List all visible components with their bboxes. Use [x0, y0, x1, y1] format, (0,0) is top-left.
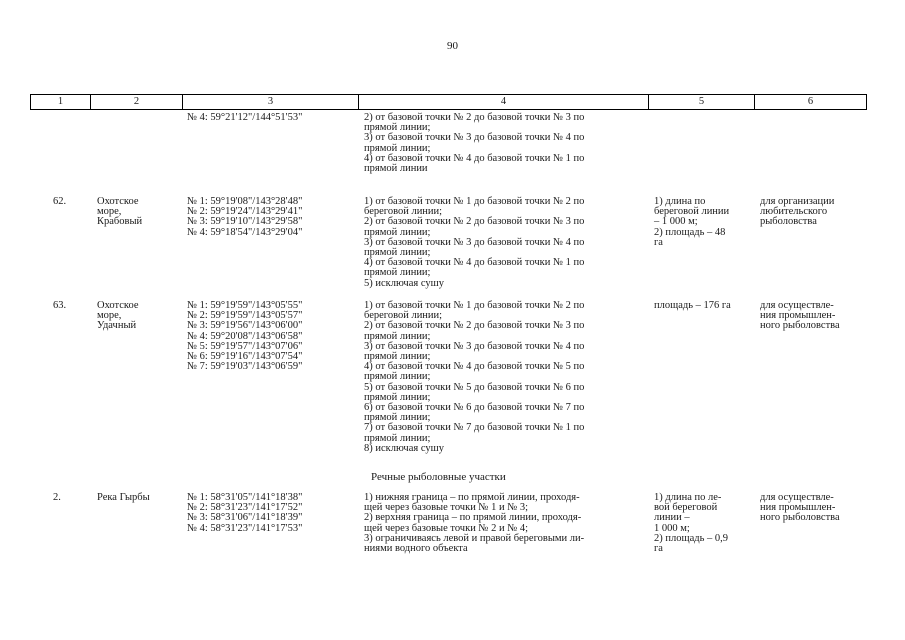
- row-boundary-line: 1) от базовой точки № 1 до базовой точки № 2 по: [364, 196, 585, 207]
- river-row-name-line: Река Гырбы: [97, 492, 150, 503]
- river-row-boundary-line: 1) нижняя граница – по прямой линии, проходя-: [364, 492, 580, 503]
- row-coords-line: № 4: 59°20'08"/143°06'58": [187, 330, 303, 342]
- row-coords-line: № 5: 59°19'57"/143°07'06": [187, 340, 303, 352]
- row-boundary-line: 5) исключая сушу: [364, 277, 444, 289]
- row-purpose-line: любительского: [760, 206, 828, 218]
- river-row-purpose-line: ного рыболовства: [760, 512, 840, 524]
- row-name-line: Охотское: [97, 300, 139, 311]
- row-boundary-line: 7) от базовой точки № 7 до базовой точки № 1 по: [364, 422, 585, 434]
- row-boundary-line: прямой линии;: [364, 267, 431, 279]
- row-number: 62.: [53, 196, 67, 207]
- row-boundary-line: прямой линии;: [364, 226, 431, 238]
- river-row-name: [97, 493, 150, 503]
- row-coords: [187, 197, 302, 238]
- river-row-size-line: вой береговой: [654, 502, 718, 514]
- row-boundary-line: 4) от базовой точки № 4 до базовой точки № 1 по: [364, 257, 585, 269]
- row-name-line: Удачный: [97, 320, 137, 332]
- header-col-1: 1: [31, 95, 91, 109]
- continuation-boundary-line: 4) от базовой точки № 4 до базовой точки № 1 по: [364, 152, 585, 164]
- river-row-size-line: 1) длина по ле-: [654, 492, 722, 503]
- continuation-coords-line: № 4: 59°21'12"/144°51'53": [187, 112, 303, 123]
- river-row-boundary-line: ниями водного объекта: [364, 543, 468, 555]
- row-name-line: Охотское: [97, 196, 139, 207]
- river-row-coords-line: № 1: 58°31'05"/141°18'38": [187, 492, 303, 503]
- continuation-boundary: [364, 113, 584, 174]
- row-purpose-line: для организации: [760, 196, 835, 207]
- row-boundary-line: прямой линии;: [364, 412, 431, 424]
- row-purpose-line: ного рыболовства: [760, 320, 840, 332]
- row-size-line: 2) площадь – 48: [654, 226, 726, 238]
- row-size-line: береговой линии: [654, 206, 730, 218]
- row-coords-line: № 2: 59°19'59"/143°05'57": [187, 310, 303, 322]
- continuation-boundary-line: прямой линии: [364, 163, 428, 175]
- row-coords-line: № 3: 59°19'56"/143°06'00": [187, 320, 303, 332]
- river-row-size: [654, 493, 728, 554]
- continuation-coords: [187, 113, 302, 123]
- row-size: [654, 301, 731, 311]
- row-name-line: Крабовый: [97, 216, 143, 228]
- row-name: [97, 197, 142, 228]
- river-row-purpose: [760, 493, 840, 524]
- continuation-boundary-line: прямой линии;: [364, 142, 431, 154]
- river-row-purpose-line: для осуществле-: [760, 492, 834, 503]
- row-boundary-line: 4) от базовой точки № 4 до базовой точки № 5 по: [364, 361, 585, 373]
- river-row-size-line: линии –: [654, 512, 690, 524]
- row-boundary-line: прямой линии;: [364, 371, 431, 383]
- river-row-boundary-line: 2) верхняя граница – по прямой линии, проходя-: [364, 512, 582, 524]
- row-purpose-line: ния промышлен-: [760, 310, 836, 322]
- row-coords-line: № 1: 59°19'59"/143°05'55": [187, 300, 303, 311]
- river-row-number: 2.: [53, 492, 61, 503]
- continuation-boundary-line: 3) от базовой точки № 3 до базовой точки № 4 по: [364, 132, 585, 144]
- row-boundary-line: береговой линии;: [364, 206, 443, 218]
- row-name-line: море,: [97, 206, 122, 218]
- river-row-coords-line: № 3: 58°31'06"/141°18'39": [187, 512, 303, 524]
- continuation-boundary-line: 2) от базовой точки № 2 до базовой точки № 3 по: [364, 112, 585, 123]
- row-boundary: [364, 301, 584, 454]
- river-row-boundary-line: щей через базовые точки № 2 и № 4;: [364, 522, 529, 534]
- row-boundary-line: 6) от базовой точки № 6 до базовой точки № 7 по: [364, 402, 585, 414]
- row-boundary-line: прямой линии;: [364, 330, 431, 342]
- row-coords-line: № 3: 59°19'10"/143°29'58": [187, 216, 303, 228]
- river-row-boundary-line: щей через базовые точки № 1 и № 3;: [364, 502, 529, 514]
- row-coords: [187, 301, 302, 372]
- row-size-line: 1) длина по: [654, 196, 706, 207]
- header-col-5: 5: [649, 95, 755, 109]
- row-coords-line: № 4: 59°18'54"/143°29'04": [187, 226, 303, 238]
- row-purpose-line: рыболовства: [760, 216, 817, 228]
- river-row-coords-line: № 4: 58°31'23"/141°17'53": [187, 522, 303, 534]
- river-row-coords-line: № 2: 58°31'23"/141°17'52": [187, 502, 303, 514]
- row-coords-line: № 7: 59°19'03"/143°06'59": [187, 361, 303, 373]
- row-name: [97, 301, 139, 332]
- row-boundary-line: прямой линии;: [364, 432, 431, 444]
- header-col-4: 4: [359, 95, 649, 109]
- row-boundary-line: прямой линии;: [364, 391, 431, 403]
- row-boundary: [364, 197, 584, 289]
- row-size-line: га: [654, 236, 663, 248]
- row-purpose-line: для осуществле-: [760, 300, 834, 311]
- row-size: [654, 197, 729, 248]
- river-row-boundary: [364, 493, 584, 554]
- river-row-boundary-line: 3) ограничиваясь левой и правой береговыми ли-: [364, 532, 585, 544]
- row-number: 63.: [53, 300, 67, 311]
- row-boundary-line: прямой линии;: [364, 247, 431, 259]
- row-boundary-line: 8) исключая сушу: [364, 442, 444, 454]
- row-coords-line: № 1: 59°19'08"/143°28'48": [187, 196, 303, 207]
- header-col-2: 2: [91, 95, 183, 109]
- row-boundary-line: прямой линии;: [364, 351, 431, 363]
- row-name-line: море,: [97, 310, 122, 322]
- row-boundary-line: 1) от базовой точки № 1 до базовой точки № 2 по: [364, 300, 585, 311]
- row-boundary-line: 3) от базовой точки № 3 до базовой точки № 4 по: [364, 340, 585, 352]
- header-col-3: 3: [183, 95, 359, 109]
- row-coords-line: № 6: 59°19'16"/143°07'54": [187, 351, 303, 363]
- row-size-line: площадь – 176 га: [654, 300, 731, 311]
- river-row-coords: [187, 493, 302, 534]
- table-header: [30, 94, 867, 110]
- row-purpose: [760, 197, 834, 228]
- page-number: 90: [447, 40, 458, 52]
- row-purpose: [760, 301, 840, 332]
- continuation-boundary-line: прямой линии;: [364, 122, 431, 134]
- river-row-size-line: 2) площадь – 0,9: [654, 532, 728, 544]
- row-boundary-line: 2) от базовой точки № 2 до базовой точки № 3 по: [364, 216, 585, 228]
- header-col-6: 6: [807, 96, 814, 107]
- row-boundary-line: 5) от базовой точки № 5 до базовой точки № 6 по: [364, 381, 585, 393]
- river-row-size-line: га: [654, 543, 663, 555]
- river-row-purpose-line: ния промышлен-: [760, 502, 836, 514]
- row-boundary-line: береговой линии;: [364, 310, 443, 322]
- row-size-line: – 1 000 м;: [654, 216, 698, 228]
- row-boundary-line: 3) от базовой точки № 3 до базовой точки № 4 по: [364, 236, 585, 248]
- row-boundary-line: 2) от базовой точки № 2 до базовой точки № 3 по: [364, 320, 585, 332]
- river-row-size-line: 1 000 м;: [654, 522, 690, 534]
- section-title: Речные рыболовные участки: [371, 471, 506, 483]
- row-coords-line: № 2: 59°19'24"/143°29'41": [187, 206, 303, 218]
